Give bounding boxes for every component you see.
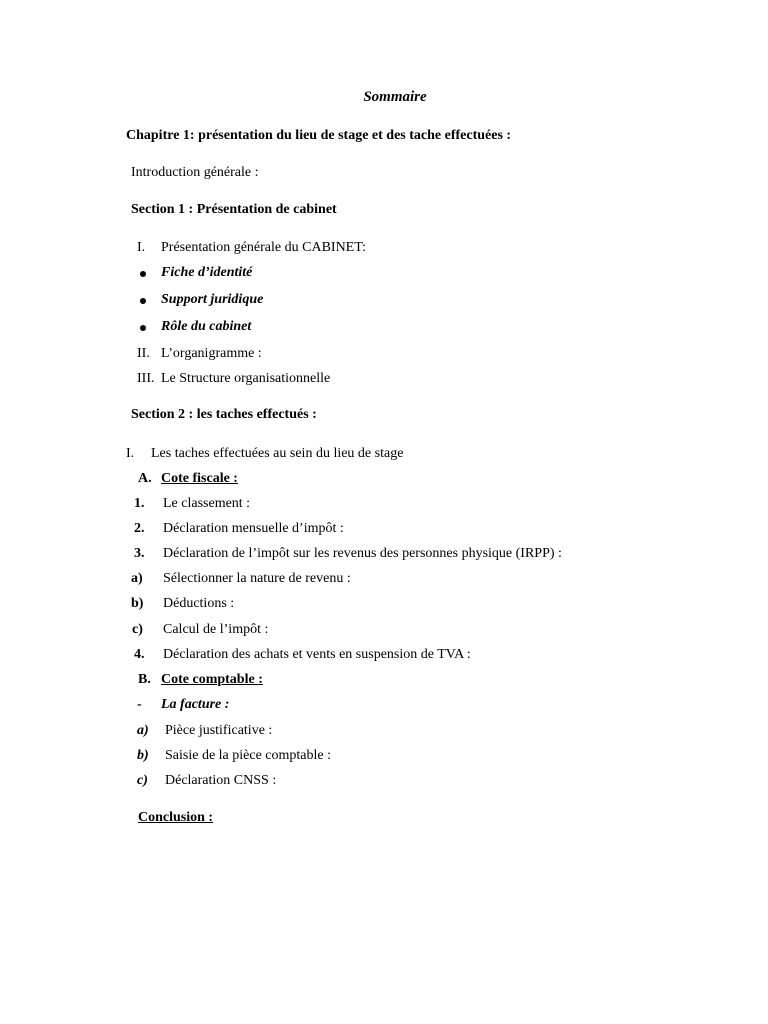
list-item-number: b)	[131, 596, 144, 611]
list-item-text: Déclaration CNSS :	[165, 773, 277, 788]
list-item-number: a)	[131, 571, 143, 586]
section2-item1-text: Les taches effectuées au sein du lieu de stage	[151, 446, 404, 461]
section1-item1-number: I.	[137, 240, 146, 255]
section1-heading: Section 1 : Présentation de cabinet	[131, 202, 337, 217]
section2-item1-number: I.	[126, 446, 135, 461]
partA-letter: A.	[138, 471, 152, 486]
section1-bullet-3: Rôle du cabinet	[161, 319, 252, 334]
list-item-number: c)	[137, 773, 148, 788]
list-item-number: c)	[132, 622, 143, 637]
list-item-text: Déductions :	[163, 596, 235, 611]
section1-item2-text: L’organigramme :	[161, 346, 262, 361]
list-item-text: Déclaration mensuelle d’impôt :	[163, 521, 344, 536]
list-item-number: 1.	[134, 496, 145, 511]
page-title: Sommaire	[363, 89, 427, 105]
section1-item3-number: III.	[137, 371, 155, 386]
section1-item3-text: Le Structure organisationnelle	[161, 371, 331, 386]
list-item-number: 2.	[134, 521, 145, 536]
list-item-text: Calcul de l’impôt :	[163, 622, 269, 637]
partB-heading: Cote comptable :	[161, 672, 263, 687]
section2-heading: Section 2 : les taches effectués :	[131, 407, 317, 422]
list-item-text: Sélectionner la nature de revenu :	[163, 571, 351, 586]
list-item-number: a)	[137, 723, 149, 738]
facture-heading: La facture :	[161, 697, 230, 712]
intro-heading: Introduction générale :	[131, 165, 259, 180]
list-item-text: Le classement :	[163, 496, 251, 511]
list-item-text: Saisie de la pièce comptable :	[165, 748, 331, 763]
bullet-icon	[140, 271, 146, 277]
section1-bullet-1: Fiche d’identité	[161, 265, 253, 280]
section1-bullet-2: Support juridique	[161, 292, 264, 307]
list-item-text: Déclaration de l’impôt sur les revenus des personnes physique (IRPP) :	[163, 546, 562, 561]
section1-item1-text: Présentation générale du CABINET:	[161, 240, 366, 255]
list-item-text: Déclaration des achats et vents en suspension de TVA :	[163, 647, 471, 662]
chapter-heading: Chapitre 1: présentation du lieu de stage et des tache effectuées :	[126, 128, 512, 143]
list-item-number: b)	[137, 748, 149, 763]
bullet-icon	[140, 298, 146, 304]
list-item-number: 4.	[134, 647, 145, 662]
list-item-number: 3.	[134, 546, 145, 561]
bullet-icon	[140, 325, 146, 331]
partB-letter: B.	[138, 672, 151, 687]
list-item-text: Pièce justificative :	[165, 723, 273, 738]
section1-item2-number: II.	[137, 346, 150, 361]
partA-heading: Cote fiscale :	[161, 471, 238, 486]
conclusion-heading: Conclusion :	[138, 810, 214, 825]
facture-dash: -	[137, 697, 142, 712]
